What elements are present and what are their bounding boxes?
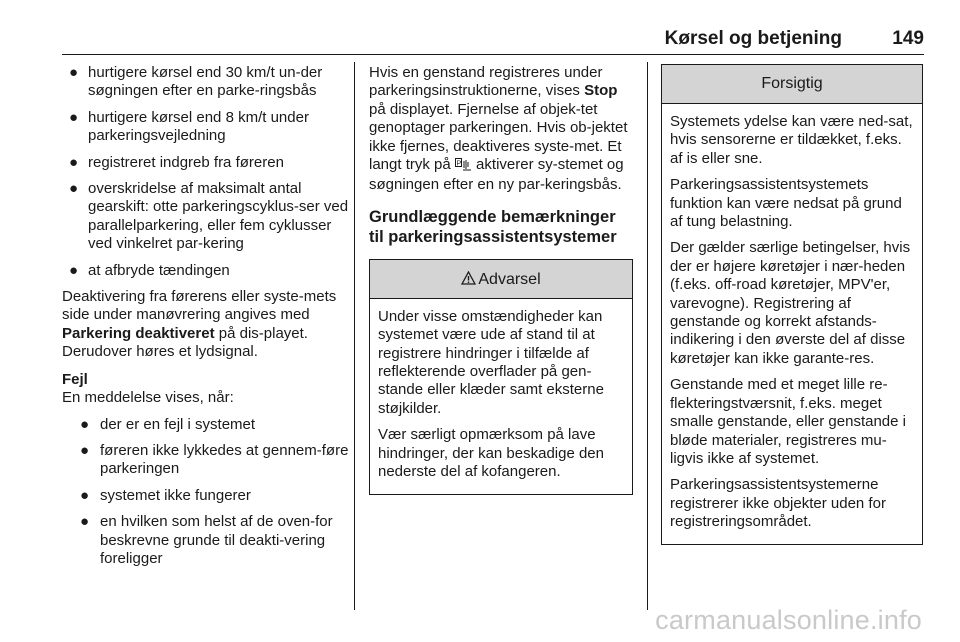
list-item: ● føreren ikke lykkedes at gennem-føre parkeringen — [80, 441, 349, 478]
page-number: 149 — [892, 28, 924, 49]
stop-paragraph: Hvis en genstand registreres under parkeringsinstruktionerne, vises Stop på displayet. Fjernelse af objek-tet genoptager parkeringen. Hvis ob-jektet ikke fjernes, deaktiveres syste-met. Et langt tryk på P aktiverer sy-stemet og søgningen efter en ny par-keringsbås. — [369, 64, 628, 194]
bullet-icon: ● — [69, 108, 79, 126]
list-item: ● hurtigere kørsel end 8 km/t under parkeringsvejledning — [69, 108, 309, 145]
deactivation-list — [62, 64, 350, 280]
warning-body — [370, 299, 632, 494]
watermark: carmanualsonline.info — [655, 605, 922, 635]
caution-body — [662, 104, 922, 544]
list-item: ● overskridelse af maksimalt antal gearskift: otte parkeringscyklus-ser ved parallelparkering, eller fem cyklusser ved vinkelret par-kering — [69, 180, 349, 253]
warning-header — [370, 260, 632, 299]
bullet-icon: ● — [69, 261, 79, 279]
caution-paragraph: Genstande med et meget lille re-flekteringstværsnit, f.eks. meget smalle genstande, eller genstande i bløde materialer, registreres mu-ligvis ikke af systemet. — [670, 376, 906, 467]
chapter-title: Kørsel og betjening — [664, 28, 842, 49]
bullet-icon: ● — [69, 153, 79, 171]
section-heading: Grundlæggende bemærkninger til parkeringsassistentsystemer — [369, 207, 617, 246]
column-3 — [661, 64, 923, 545]
fejl-intro: En meddelelse vises, når: — [62, 389, 234, 407]
column-2 — [369, 64, 633, 495]
list-item: ● systemet ikke fungerer — [80, 486, 251, 504]
bullet-icon: ● — [80, 513, 90, 531]
bullet-icon: ● — [80, 486, 90, 504]
column-divider-1 — [354, 62, 355, 610]
fejl-heading: Fejl — [62, 370, 88, 388]
list-item: ● registreret indgreb fra føreren — [69, 153, 284, 171]
list-item: ● der er en fejl i systemet — [80, 415, 256, 433]
bullet-icon: ● — [80, 415, 90, 433]
warning-box — [369, 259, 633, 495]
list-item: ● en hvilken som helst af de oven-for beskrevne grunde til deakti-vering foreligger — [80, 513, 333, 567]
warning-title: Advarsel — [478, 270, 541, 288]
warning-paragraph: Under visse omstændigheder kan systemet være ude af stand til at registrere hindringer i tilfælde af reflekterende overflader på gen-stande eller klæder samt eksterne støjkilder. — [378, 307, 604, 417]
column-divider-2 — [647, 62, 648, 610]
list-item: ● hurtigere kørsel end 30 km/t un-der søgningen efter en parke-ringsbås — [69, 64, 323, 100]
caution-paragraph: Parkeringsassistentsystemerne registrerer ikke objekter uden for registreringsområdet. — [670, 476, 886, 531]
caution-paragraph: Systemets ydelse kan være ned-sat, hvis sensorerne er tildækket, f.eks. af is eller sne. — [670, 113, 913, 167]
warning-paragraph: Vær særligt opmærksom på lave hindringer, der kan beskadige den nederste del af kofangeren. — [378, 426, 604, 481]
svg-text:P: P — [456, 160, 462, 168]
page-header — [62, 26, 924, 55]
column-1 — [62, 64, 350, 576]
caution-paragraph: Parkeringsassistentsystemets funktion kan være nedsat på grund af tung belastning. — [670, 176, 902, 231]
fault-list — [62, 416, 350, 569]
warning-triangle-icon — [461, 260, 476, 298]
caution-header: Forsigtig — [662, 65, 922, 104]
parking-assist-icon — [455, 158, 472, 176]
deactivation-paragraph: Deaktivering fra førerens eller syste-mets side under manøvrering angives med Parkering deaktiveret på dis-playet. Derudover høres et lydsignal. — [62, 288, 337, 361]
caution-paragraph: Der gælder særlige betingelser, hvis der er højere køretøjer i nær-heden (f.eks. off-road køretøjer, MPV'er, varevogne). Registrering af genstande og korrekt afstands-indikering i den øverste del af disse køretøjer kan ikke garante-res. — [670, 239, 911, 367]
list-item: ● at afbryde tændingen — [69, 261, 230, 279]
bullet-icon: ● — [80, 441, 90, 459]
bullet-icon: ● — [69, 64, 79, 81]
bullet-icon: ● — [69, 180, 79, 198]
caution-box — [661, 64, 923, 545]
